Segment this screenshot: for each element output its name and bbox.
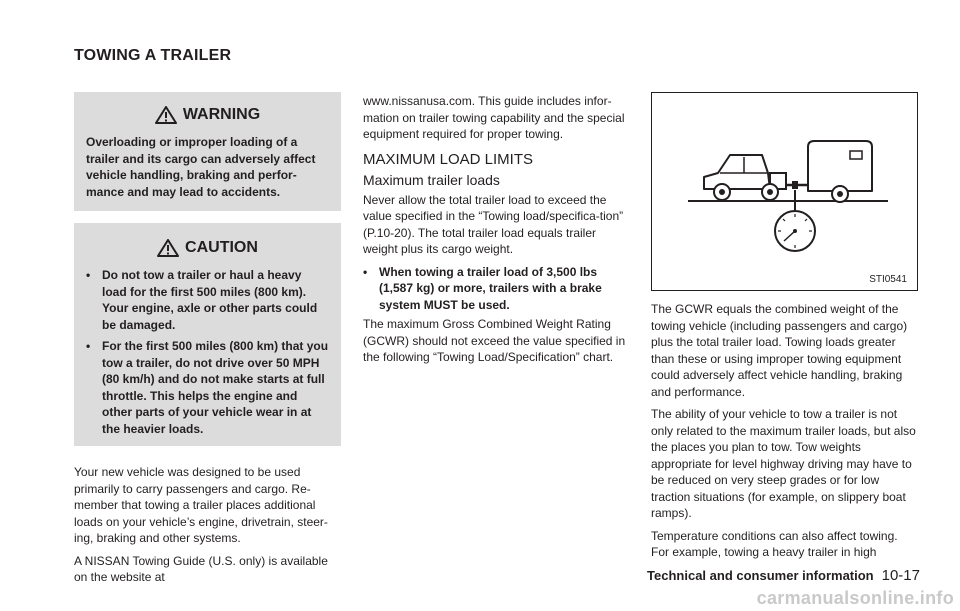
warning-title-text: WARNING (182, 106, 261, 123)
intro-paragraph: Your new vehicle was designed to be used primarily to carry passengers and cargo. Re-member that towing a trailer places additional loads on your vehicle’s engine, drivetrain, steer-ing, braking and other systems. (74, 465, 328, 545)
towing-guide-paragraph: A NISSAN Towing Guide (U.S. only) is available on the website at (74, 553, 328, 584)
page-number: 10-17 (881, 567, 920, 584)
bullet-icon: • (86, 268, 91, 282)
page-title: TOWING A TRAILER (74, 47, 232, 64)
warning-title (86, 106, 329, 124)
bullet-icon: • (86, 339, 91, 353)
brake-requirement-text: When towing a trailer load of 3,500 lbs (1,587 kg) or more, trailers with a brake system MUST be used. (379, 264, 602, 312)
towing-ability-paragraph: The ability of your vehicle to tow a trailer is not only related to the maximum trailer loads, but also the places you plan to tow. Tow weights appropriate for level highway driving may have to be reduced on very steep grades or for low traction situations (for example, on slippery boat ramps). (651, 407, 916, 520)
page-footer (647, 567, 920, 584)
caution-triangle-icon (157, 239, 179, 257)
caution-title (86, 239, 329, 257)
warning-box (74, 92, 341, 211)
temperature-paragraph: Temperature conditions can also affect towing. For example, towing a heavy trailer in high (651, 528, 898, 559)
left-column (74, 92, 341, 592)
caution-list (86, 267, 329, 437)
gcwr-definition-paragraph: The GCWR equals the combined weight of the towing vehicle (including passengers and cargo) plus the total trailer load. Towing loads greater than these or using improper towing equipment could adversely affect vehicle handling, braking and performance. (651, 302, 908, 399)
right-column (651, 92, 918, 567)
section-title: MAXIMUM LOAD LIMITS (363, 150, 534, 168)
caution-item-text: For the first 500 miles (800 km) that you tow a trailer, do not drive over 50 MPH (80 km/h) and do not make starts at full throttle. This helps the engine and other parts of your vehicle wear in at the heavier loads. (102, 339, 329, 436)
bullet-icon: • (363, 264, 368, 279)
brake-requirement-item (363, 264, 630, 314)
truck-trailer-scale-illustration (652, 93, 917, 290)
towing-illustration (651, 92, 918, 291)
website-paragraph: www.nissanusa.com. This guide includes infor-mation on trailer towing capability and the special equipment required for proper towing. (363, 94, 625, 141)
footer-section-title: Technical and consumer information (647, 568, 874, 583)
caution-item (86, 338, 329, 437)
caution-item-text: Do not tow a trailer or haul a heavy load for the first 500 miles (800 km). Your engine, axle or other parts could be damaged. (102, 268, 318, 332)
caution-box (74, 223, 341, 446)
warning-text: Overloading or improper loading of a trailer and its cargo can adversely affect vehicle handling, braking and perfor-mance and may lead to accidents. (86, 135, 316, 199)
caution-title-text: CAUTION (185, 239, 258, 256)
subsection-title: Maximum trailer loads (363, 171, 500, 188)
load-paragraph: Never allow the total trailer load to exceed the value specified in the “Towing load/specifica-tion” (P.10-20). The total trailer load equals trailer weight plus its cargo weight. (363, 192, 624, 256)
figure-label: STI0541 (869, 274, 907, 285)
gcwr-paragraph: The maximum Gross Combined Weight Rating (GCWR) should not exceed the value specified in the following “Towing Load/Specification” chart. (363, 317, 626, 364)
caution-item (86, 267, 329, 333)
warning-triangle-icon (155, 106, 177, 124)
middle-column (363, 93, 630, 372)
watermark: carmanualsonline.info (756, 588, 954, 608)
